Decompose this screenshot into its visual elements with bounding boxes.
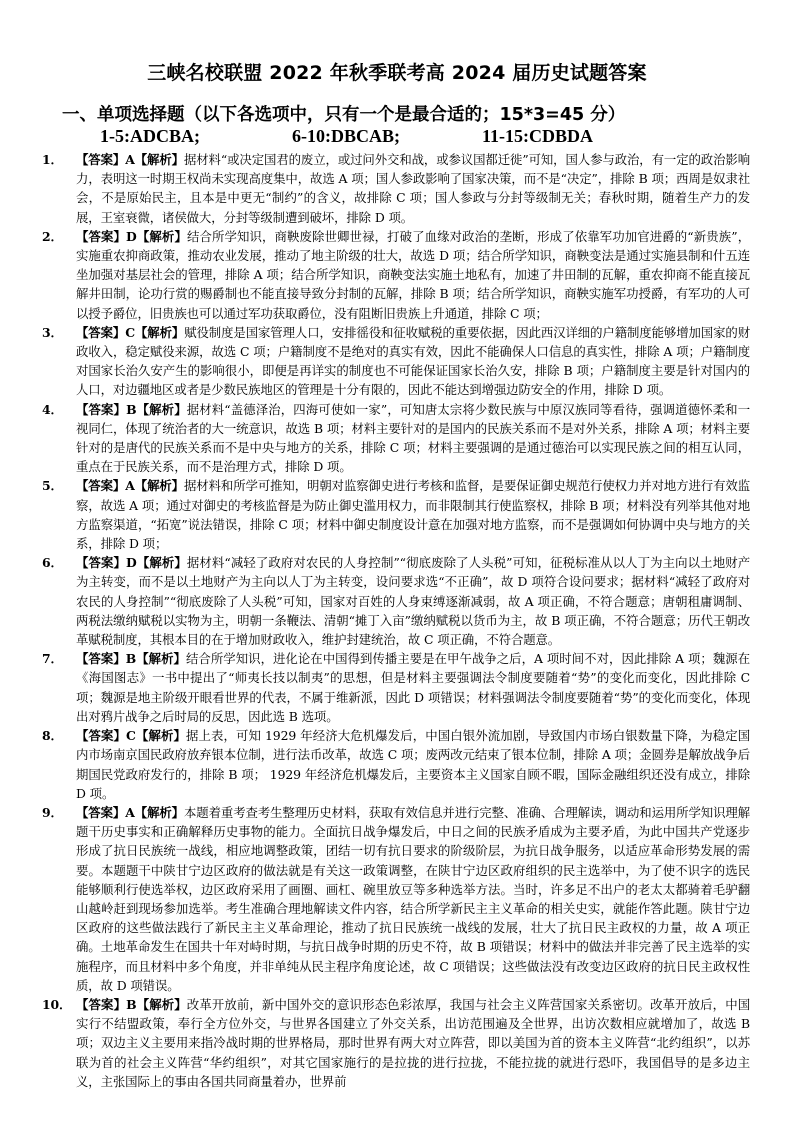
analysis-label: 【解析】 xyxy=(134,152,184,167)
answer-letter: D xyxy=(126,555,137,571)
answer-key-6-10: 6-10:DBCAB; xyxy=(292,126,400,146)
explanation-text: 改革开放前，新中国外交的意识形态色彩浓厚，我国与社会主义阵营国家关系密切。改革开放后，中国实行不结盟政策，奉行全方位外交，与世界各国建立了外交关系，出访范围遍及全世界，出访次数相应就增加了，故选 B 项；双边主义主要用来指冷战时期的世界格局，那时世界有两大对立阵营，即以美国为首的资本主义阵营“北约组织”，以苏联为首的社会主义阵营“华约组织”，对其它国家施行的是拉拢的进行拉拢，不能拉拢的就进行恐吓，我国倡导的是多边主义，主张国际上的事由各国共同商量着办，世界前 xyxy=(76,996,751,1089)
document-title: 三峡名校联盟 2022 年秋季联考高 2024 届历史试题答案 xyxy=(147,62,647,84)
explanation-item xyxy=(42,649,750,726)
analysis-label: 【解析】 xyxy=(135,728,186,744)
item-number: 5． xyxy=(42,478,63,494)
explanation-item xyxy=(42,476,750,553)
item-number: 8． xyxy=(42,728,63,744)
explanation-item xyxy=(42,227,750,323)
explanation-item xyxy=(42,803,750,995)
analysis-label: 【解析】 xyxy=(136,651,186,667)
explanation-text: 结合所学知识，进化论在中国得到传播主要是在甲午战争之后，A 项时间不对，因此排除 A 项；魏源在《海国图志》一书中提出了“师夷长技以制夷”的思想，但是材料主要强调法令制度要随着“势”的变化而变化，因此排除 C 项；魏源是地主阶级开眼看世界的代表，不属于维新派，因此 D 项错误；材料强调法令制度要随着“势”的变化而变化，体现出对鸦片战争之后时局的反思，因此选 B 选项。 xyxy=(76,651,750,724)
answer-letter: B xyxy=(125,651,137,667)
analysis-label: 【解析】 xyxy=(136,401,187,417)
answer-label: 【答案】 xyxy=(76,401,127,417)
explanation-text: 赋役制度是国家管理人口，安排徭役和征收赋税的重要依据，因此西汉详细的户籍制度能够增加国家的财政收入，稳定赋役来源，故选 C 项；户籍制度不是绝对的真实有效，因此不能确保人口信息的真实性，排除 A 项；户籍制度对国家长治久安产生的影响很小，即便是再详实的制度也不可能保证国家长治久安，排除 B 项；户籍制度主要是针对国内的人口，对边疆地区或者是少数民族地区的管理是十分有限的，因此不能达到增强边防安全的作用，排除 D 项。 xyxy=(76,324,750,398)
answer-letter: D xyxy=(126,228,137,244)
answer-label: 【答案】 xyxy=(76,152,126,167)
answer-letter: C xyxy=(126,728,136,744)
explanation-text: 据材料“或决定国君的废立，或过问外交和战，或参议国都迁徙”可知，国人参与政治，有一定的政治影响力，表明这一时期王权尚未实现高度集中，故选 A 项；国人参政影响了国家决策，而不是“决定”，排除 B 项；西周是奴隶社会，不是原始民主，且本是中更无“制约”的含义，故排除 C 项；国人参政与分封等级制无关；春秋时期，随着生产力的发展，王室衰微，诸侯做大，分封等级制遭到破坏，排除 D 项。 xyxy=(76,152,750,225)
section-heading: 一、单项选择题（以下各选项中，只有一个是最合适的；15*3=45 分） xyxy=(62,105,626,125)
answer-label: 【答案】 xyxy=(76,651,126,667)
explanation-list xyxy=(42,150,750,1091)
analysis-label: 【解析】 xyxy=(134,324,185,340)
analysis-label: 【解析】 xyxy=(134,804,184,820)
answer-letter: A xyxy=(125,804,135,820)
answer-letter: C xyxy=(125,324,135,340)
answer-label: 【答案】 xyxy=(76,996,127,1012)
answer-label: 【答案】 xyxy=(76,804,126,820)
item-number: 6． xyxy=(42,555,63,571)
answer-label: 【答案】 xyxy=(76,728,126,744)
explanation-item xyxy=(42,995,750,1091)
explanation-item xyxy=(42,726,750,803)
item-number: 7． xyxy=(42,651,63,667)
analysis-label: 【解析】 xyxy=(134,478,184,494)
explanation-item xyxy=(42,150,750,227)
answer-letter: B xyxy=(126,401,137,417)
analysis-label: 【解析】 xyxy=(136,996,187,1012)
explanation-item xyxy=(42,553,750,649)
explanation-item xyxy=(42,400,750,477)
item-number: 9． xyxy=(42,804,63,820)
analysis-label: 【解析】 xyxy=(136,228,187,244)
explanation-text: 据材料“盖德泽治，四海可使如一家”，可知唐太宗将少数民族与中原汉族同等看待，强调道德怀柔和一视同仁，体现了统治者的大一统意识，故选 B 项；材料主要针对的是国内的民族关系而不是对外关系，排除 A 项；材料主要针对的是唐代的民族关系而不是中央与地方的关系，排除 C 项；材料主要强调的是通过德治可以实现民族之间的相互认同，重点在于民族关系，而不是治理方式，排除 D 项。 xyxy=(76,401,750,475)
answer-letter: A xyxy=(125,152,135,167)
item-number: 1． xyxy=(42,152,63,167)
answer-label: 【答案】 xyxy=(76,228,127,244)
answer-label: 【答案】 xyxy=(76,555,127,571)
item-number: 3． xyxy=(42,324,63,340)
answer-key-11-15: 11-15:CDBDA xyxy=(482,126,593,146)
answer-letter: B xyxy=(126,996,137,1012)
explanation-item xyxy=(42,323,750,400)
analysis-label: 【解析】 xyxy=(136,555,187,571)
explanation-text: 据材料和所学可推知，明朝对监察御史进行考核和监督，是要保证御史规范行使权力并对地方进行有效监察，故选 A 项；通过对御史的考核监督是为防止御史滥用权力，而非限制其行使监察权，排除 B 项；材料没有列举其他对地方监察渠道，“拓宽”说法错误，排除 C 项；材料中御史制度设计意在加强对地方监察，而不是强调如何协调中央与地方的关系，排除 D 项； xyxy=(76,478,750,552)
item-number: 2． xyxy=(42,228,63,244)
explanation-text: 结合所学知识，商鞅废除世卿世禄，打破了血缘对政治的垄断，形成了依靠军功加官进爵的“新贵族”，实施重农抑商政策，推动农业发展，推动了地主阶级的壮大，故选 D 项；结合所学知识，商鞅变法是通过实施县制和什五连坐加强对基层社会的管理，排除 A 项；结合所学知识，商鞅变法实施土地私有，加速了井田制的瓦解，重农抑商不能直接瓦解井田制，论功行赏的赐爵制也不能直接导致分封制的瓦解，排除 B 项；结合所学知识，商鞅实施军功授爵，有军功的人可以授予爵位，旧贵族也可以通过军功获取爵位，没有阻断旧贵族上升通道，排除 C 项； xyxy=(76,228,750,321)
answer-key-1-5: 1-5:ADCBA; xyxy=(100,126,200,146)
answer-label: 【答案】 xyxy=(76,478,126,494)
explanation-text: 据材料“减轻了政府对农民的人身控制”“彻底废除了人头税”可知，征税标准从以人丁为主向以土地财产为主转变，而不是以土地财产为主向以人丁为主转变，设问要求选“不正确”，故 D 项符合设问要求；据材料“减轻了政府对农民的人身控制”“彻底废除了人头税”可知，国家对百姓的人身束缚逐渐减弱，故 A 项正确，不符合题意；唐朝租庸调制、两税法缴纳赋税以实物为主，明朝一条鞭法、清朝“摊丁入亩”缴纳赋税以货币为主，故 B 项正确，不符合题意；历代王朝改革赋税制度，其根本目的在于增加财政收入，维护封建统治，故 C 项正确，不符合题意。 xyxy=(76,555,750,648)
explanation-text: 本题着重考查考生整理历史材料，获取有效信息并进行完整、准确、合理解读，调动和运用所学知识理解题干历史事实和正确解释历史事物的能力。全面抗日战争爆发后，中日之间的民族矛盾成为主要矛盾，为此中国共产党逐步形成了抗日民族统一战线，相应地调整政策，团结一切有抗日要求的阶级阶层，为抗日战争服务，以适应革命形势发展的需要。本题题干中陕甘宁边区政府的做法就是有关这一政策调整，在陕甘宁边区政府组织的民主选举中，为了使不识字的选民能够顺利行使选举权，边区政府采用了画圈、画杠、碗里放豆等多种选举方法。当时，许多足不出户的老太太都骑着毛驴翻山越岭赶到现场参加选举。考生准确合理地解读文件内容，结合所学新民主主义革命的相关史实，就能作答此题。陕甘宁边区政府的这些做法践行了新民主主义革命理论，推动了抗日民族统一战线的发展，壮大了抗日民主政权的力量，故 A 项正确。土地革命发生在国共十年对峙时期，与抗日战争时期的历史不符，故 B 项错误；材料中的做法并非完善了民主选举的实施程序，而且材料中多个角度，并非单纯从民主程序角度论述，故 C 项错误；这些做法没有改变边区政府的抗日民主政权性质，故 D 项错误。 xyxy=(76,804,750,993)
explanation-text: 据上表，可知 1929 年经济大危机爆发后，中国白银外流加剧，导致国内市场白银数量下降，为稳定国内市场南京国民政府放弃银本位制，进行法币改革，故选 C 项；废两改元结束了银本位制，排除 A 项；金圆券是解放战争后期国民党政府发行的，排除 B 项； 1929 年经济危机爆发后，主要资本主义国家自顾不暇，国际金融组织还没有成立，排除 D 项。 xyxy=(76,728,750,801)
answer-label: 【答案】 xyxy=(76,324,126,340)
item-number: 10． xyxy=(42,996,72,1012)
item-number: 4． xyxy=(42,401,63,417)
answer-letter: A xyxy=(125,478,135,494)
